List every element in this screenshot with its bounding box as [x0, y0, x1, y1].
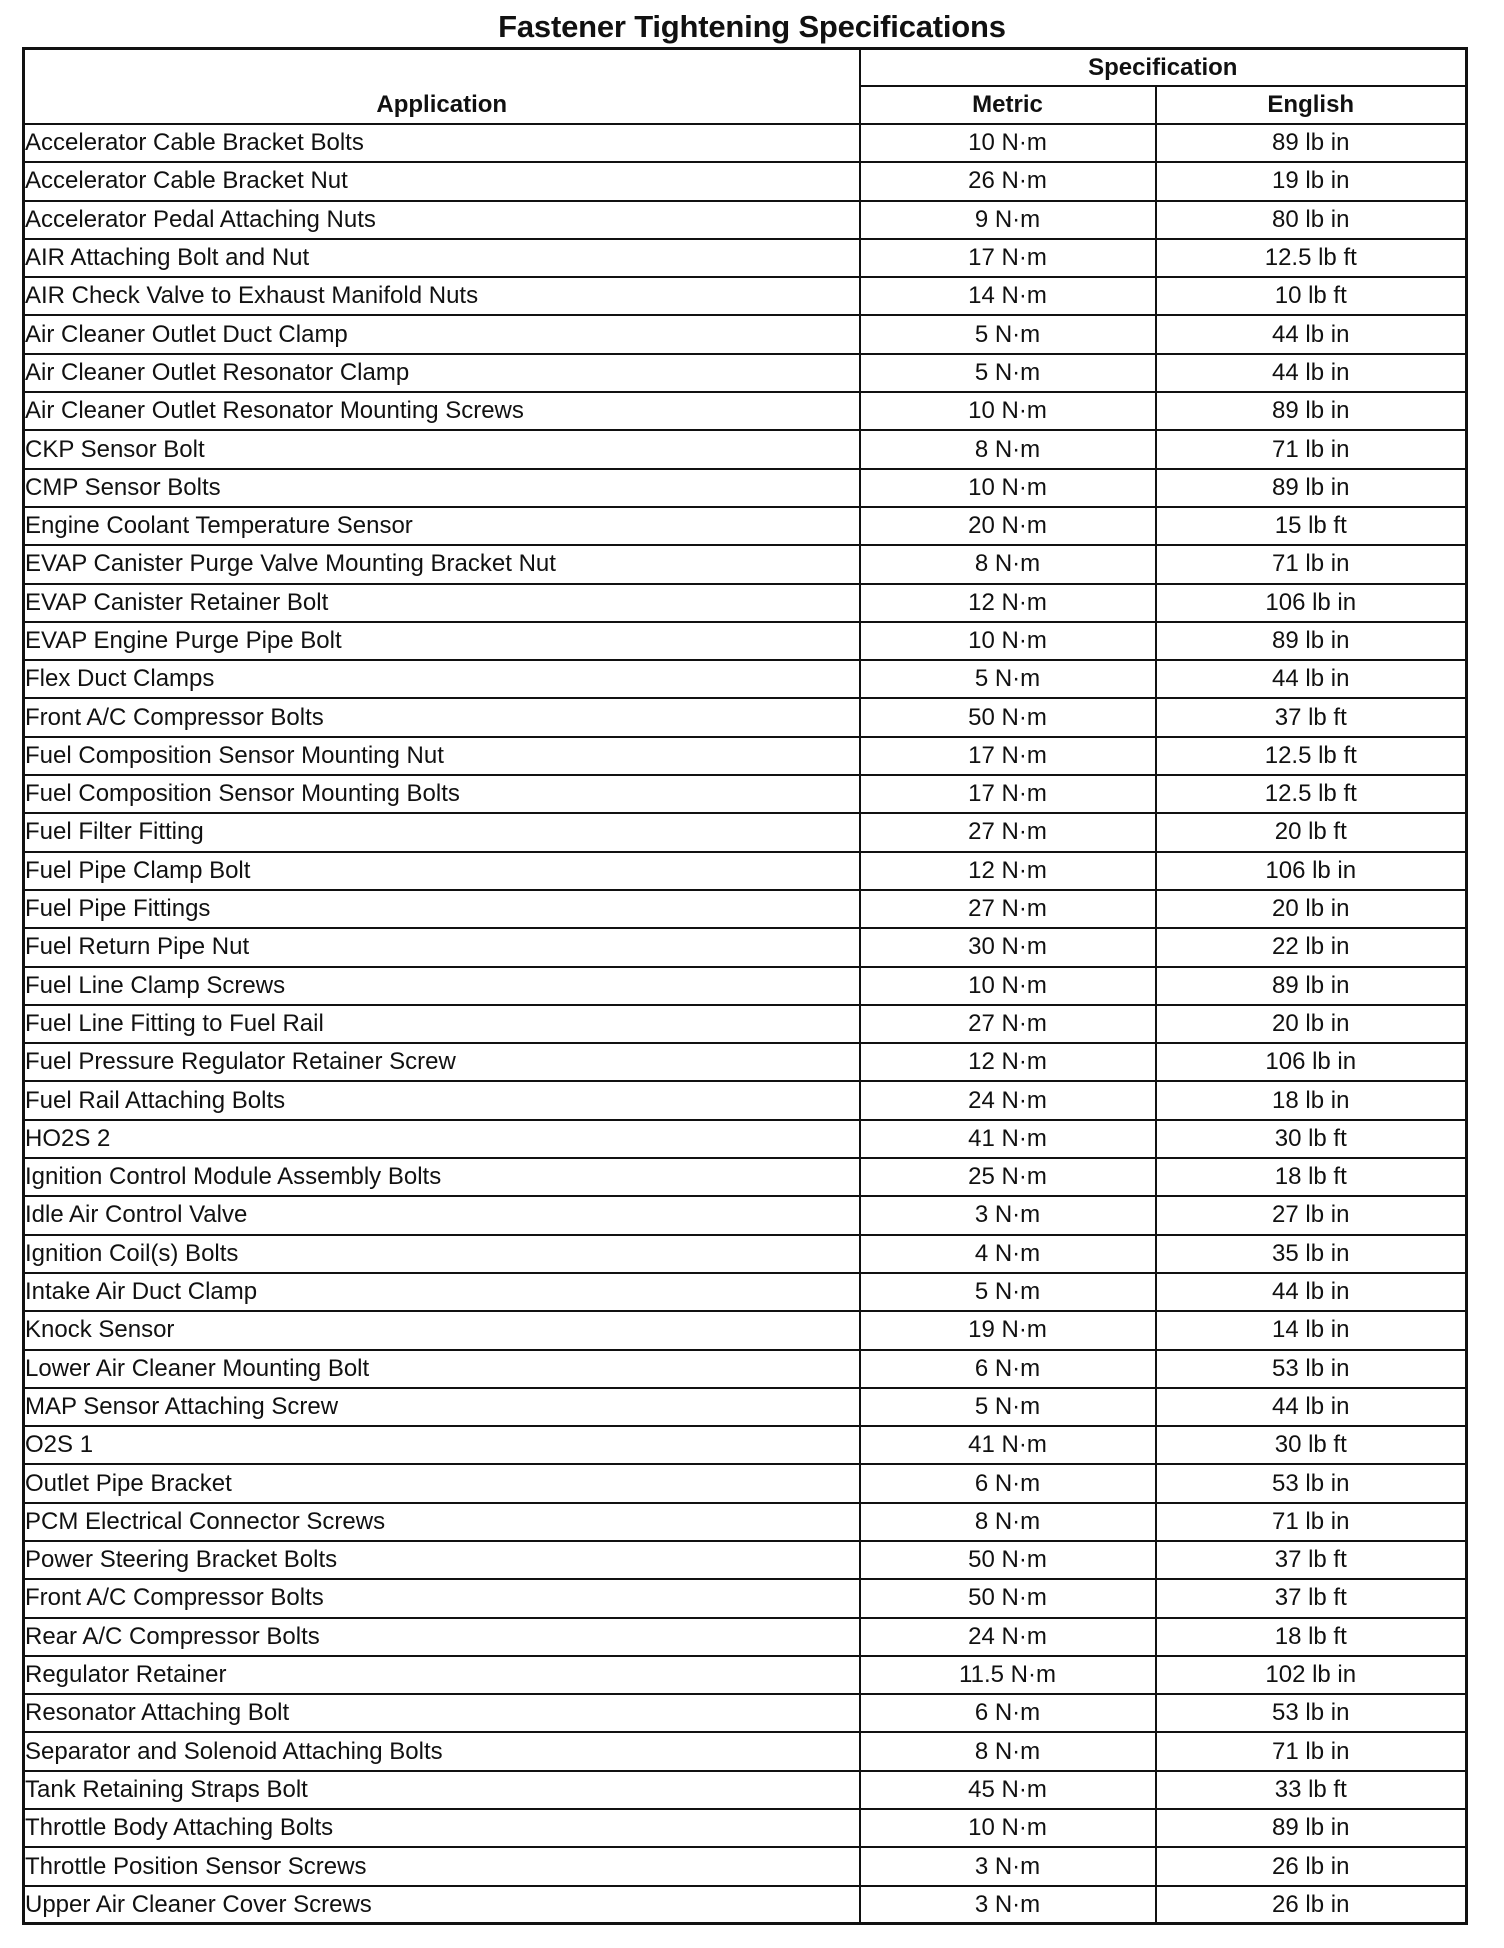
application-cell: Knock Sensor: [24, 1311, 860, 1349]
metric-cell: 10 N·m: [860, 967, 1156, 1005]
fastener-spec-table: [22, 47, 1468, 1925]
english-cell: 18 lb ft: [1156, 1618, 1467, 1656]
table-row: [24, 622, 1467, 660]
english-cell: 89 lb in: [1156, 967, 1467, 1005]
table-row: [24, 737, 1467, 775]
english-cell: 37 lb ft: [1156, 1579, 1467, 1617]
english-cell: 19 lb in: [1156, 162, 1467, 200]
table-row: [24, 1541, 1467, 1579]
english-cell: 89 lb in: [1156, 469, 1467, 507]
application-cell: Flex Duct Clamps: [24, 660, 860, 698]
application-header: Application: [24, 49, 860, 125]
metric-cell: 25 N·m: [860, 1158, 1156, 1196]
metric-cell: 10 N·m: [860, 469, 1156, 507]
english-cell: 102 lb in: [1156, 1656, 1467, 1694]
table-row: [24, 1158, 1467, 1196]
table-row: [24, 1350, 1467, 1388]
table-row: [24, 1081, 1467, 1119]
metric-cell: 3 N·m: [860, 1886, 1156, 1924]
metric-cell: 4 N·m: [860, 1235, 1156, 1273]
metric-cell: 10 N·m: [860, 622, 1156, 660]
table-row: [24, 1311, 1467, 1349]
english-cell: 12.5 lb ft: [1156, 239, 1467, 277]
application-cell: Accelerator Cable Bracket Nut: [24, 162, 860, 200]
application-cell: Tank Retaining Straps Bolt: [24, 1771, 860, 1809]
application-cell: Idle Air Control Valve: [24, 1196, 860, 1234]
table-row: [24, 1886, 1467, 1924]
metric-cell: 14 N·m: [860, 277, 1156, 315]
application-cell: Fuel Filter Fitting: [24, 813, 860, 851]
table-row: [24, 1847, 1467, 1885]
table-row: [24, 124, 1467, 162]
application-cell: O2S 1: [24, 1426, 860, 1464]
metric-cell: 10 N·m: [860, 1809, 1156, 1847]
table-row: [24, 507, 1467, 545]
english-cell: 71 lb in: [1156, 1732, 1467, 1770]
english-cell: 89 lb in: [1156, 392, 1467, 430]
english-cell: 106 lb in: [1156, 584, 1467, 622]
table-row: [24, 1196, 1467, 1234]
application-cell: Fuel Line Clamp Screws: [24, 967, 860, 1005]
metric-cell: 17 N·m: [860, 737, 1156, 775]
application-cell: Fuel Composition Sensor Mounting Nut: [24, 737, 860, 775]
table-row: [24, 1809, 1467, 1847]
table-row: [24, 890, 1467, 928]
application-cell: MAP Sensor Attaching Screw: [24, 1388, 860, 1426]
english-cell: 12.5 lb ft: [1156, 737, 1467, 775]
metric-cell: 8 N·m: [860, 1503, 1156, 1541]
metric-cell: 26 N·m: [860, 162, 1156, 200]
application-cell: CMP Sensor Bolts: [24, 469, 860, 507]
table-row: [24, 1235, 1467, 1273]
english-cell: 89 lb in: [1156, 1809, 1467, 1847]
english-cell: 53 lb in: [1156, 1350, 1467, 1388]
application-cell: Accelerator Pedal Attaching Nuts: [24, 201, 860, 239]
metric-cell: 6 N·m: [860, 1350, 1156, 1388]
metric-cell: 5 N·m: [860, 354, 1156, 392]
english-cell: 30 lb ft: [1156, 1426, 1467, 1464]
metric-cell: 30 N·m: [860, 928, 1156, 966]
table-row: [24, 354, 1467, 392]
page-title: Fastener Tightening Specifications: [498, 9, 1006, 44]
english-cell: 44 lb in: [1156, 660, 1467, 698]
metric-cell: 3 N·m: [860, 1196, 1156, 1234]
application-cell: Upper Air Cleaner Cover Screws: [24, 1886, 860, 1924]
metric-cell: 11.5 N·m: [860, 1656, 1156, 1694]
metric-cell: 27 N·m: [860, 1005, 1156, 1043]
english-cell: 33 lb ft: [1156, 1771, 1467, 1809]
table-row: [24, 1043, 1467, 1081]
application-cell: Air Cleaner Outlet Resonator Mounting Screws: [24, 392, 860, 430]
application-cell: Regulator Retainer: [24, 1656, 860, 1694]
table-row: [24, 162, 1467, 200]
table-row: [24, 775, 1467, 813]
application-cell: Rear A/C Compressor Bolts: [24, 1618, 860, 1656]
english-cell: 89 lb in: [1156, 622, 1467, 660]
application-cell: EVAP Canister Retainer Bolt: [24, 584, 860, 622]
application-cell: EVAP Canister Purge Valve Mounting Bracket Nut: [24, 545, 860, 583]
table-row: [24, 1464, 1467, 1502]
english-cell: 26 lb in: [1156, 1847, 1467, 1885]
table-row: [24, 315, 1467, 353]
table-row: [24, 201, 1467, 239]
table-row: [24, 1503, 1467, 1541]
table-row: [24, 545, 1467, 583]
table-row: [24, 852, 1467, 890]
application-cell: Front A/C Compressor Bolts: [24, 1579, 860, 1617]
application-cell: Fuel Line Fitting to Fuel Rail: [24, 1005, 860, 1043]
table-row: [24, 1694, 1467, 1732]
table-row: [24, 1771, 1467, 1809]
application-cell: AIR Check Valve to Exhaust Manifold Nuts: [24, 277, 860, 315]
metric-cell: 5 N·m: [860, 660, 1156, 698]
application-cell: Air Cleaner Outlet Duct Clamp: [24, 315, 860, 353]
application-cell: Outlet Pipe Bracket: [24, 1464, 860, 1502]
table-row: [24, 660, 1467, 698]
english-cell: 26 lb in: [1156, 1886, 1467, 1924]
table-row: [24, 1579, 1467, 1617]
table-row: [24, 1426, 1467, 1464]
english-cell: 37 lb ft: [1156, 1541, 1467, 1579]
metric-cell: 27 N·m: [860, 890, 1156, 928]
application-cell: Engine Coolant Temperature Sensor: [24, 507, 860, 545]
application-cell: Separator and Solenoid Attaching Bolts: [24, 1732, 860, 1770]
application-cell: Ignition Coil(s) Bolts: [24, 1235, 860, 1273]
application-cell: CKP Sensor Bolt: [24, 430, 860, 468]
english-cell: 53 lb in: [1156, 1464, 1467, 1502]
english-cell: 18 lb in: [1156, 1081, 1467, 1119]
english-cell: 30 lb ft: [1156, 1120, 1467, 1158]
metric-cell: 5 N·m: [860, 1388, 1156, 1426]
metric-cell: 10 N·m: [860, 392, 1156, 430]
application-cell: Front A/C Compressor Bolts: [24, 698, 860, 736]
table-row: [24, 430, 1467, 468]
table-body: [24, 124, 1467, 1924]
metric-cell: 5 N·m: [860, 315, 1156, 353]
english-cell: 106 lb in: [1156, 852, 1467, 890]
table-row: [24, 1656, 1467, 1694]
application-cell: Resonator Attaching Bolt: [24, 1694, 860, 1732]
english-cell: 35 lb in: [1156, 1235, 1467, 1273]
metric-cell: 41 N·m: [860, 1120, 1156, 1158]
table-row: [24, 1005, 1467, 1043]
metric-cell: 19 N·m: [860, 1311, 1156, 1349]
metric-cell: 6 N·m: [860, 1464, 1156, 1502]
application-cell: Fuel Rail Attaching Bolts: [24, 1081, 860, 1119]
english-cell: 106 lb in: [1156, 1043, 1467, 1081]
metric-cell: 8 N·m: [860, 1732, 1156, 1770]
metric-cell: 12 N·m: [860, 852, 1156, 890]
metric-cell: 12 N·m: [860, 584, 1156, 622]
english-cell: 12.5 lb ft: [1156, 775, 1467, 813]
metric-cell: 20 N·m: [860, 507, 1156, 545]
metric-cell: 50 N·m: [860, 698, 1156, 736]
metric-cell: 8 N·m: [860, 545, 1156, 583]
english-cell: 71 lb in: [1156, 1503, 1467, 1541]
metric-cell: 24 N·m: [860, 1618, 1156, 1656]
application-cell: Air Cleaner Outlet Resonator Clamp: [24, 354, 860, 392]
english-cell: 27 lb in: [1156, 1196, 1467, 1234]
table-row: [24, 813, 1467, 851]
english-cell: 71 lb in: [1156, 430, 1467, 468]
english-cell: 20 lb in: [1156, 1005, 1467, 1043]
metric-header: Metric: [860, 86, 1156, 124]
english-cell: 71 lb in: [1156, 545, 1467, 583]
application-cell: Fuel Pipe Clamp Bolt: [24, 852, 860, 890]
application-cell: Power Steering Bracket Bolts: [24, 1541, 860, 1579]
metric-cell: 10 N·m: [860, 124, 1156, 162]
application-cell: Intake Air Duct Clamp: [24, 1273, 860, 1311]
english-cell: 53 lb in: [1156, 1694, 1467, 1732]
metric-cell: 50 N·m: [860, 1541, 1156, 1579]
english-header: English: [1156, 86, 1467, 124]
table-row: [24, 698, 1467, 736]
application-cell: Fuel Composition Sensor Mounting Bolts: [24, 775, 860, 813]
application-cell: Lower Air Cleaner Mounting Bolt: [24, 1350, 860, 1388]
metric-cell: 45 N·m: [860, 1771, 1156, 1809]
application-cell: AIR Attaching Bolt and Nut: [24, 239, 860, 277]
application-cell: Fuel Return Pipe Nut: [24, 928, 860, 966]
metric-cell: 24 N·m: [860, 1081, 1156, 1119]
english-cell: 80 lb in: [1156, 201, 1467, 239]
application-cell: EVAP Engine Purge Pipe Bolt: [24, 622, 860, 660]
metric-cell: 8 N·m: [860, 430, 1156, 468]
application-cell: Accelerator Cable Bracket Bolts: [24, 124, 860, 162]
table-row: [24, 239, 1467, 277]
english-cell: 44 lb in: [1156, 1273, 1467, 1311]
english-cell: 20 lb ft: [1156, 813, 1467, 851]
english-cell: 37 lb ft: [1156, 698, 1467, 736]
table-row: [24, 1273, 1467, 1311]
table-row: [24, 1618, 1467, 1656]
english-cell: 44 lb in: [1156, 315, 1467, 353]
metric-cell: 12 N·m: [860, 1043, 1156, 1081]
metric-cell: 5 N·m: [860, 1273, 1156, 1311]
english-cell: 10 lb ft: [1156, 277, 1467, 315]
metric-cell: 50 N·m: [860, 1579, 1156, 1617]
application-cell: PCM Electrical Connector Screws: [24, 1503, 860, 1541]
application-cell: Throttle Body Attaching Bolts: [24, 1809, 860, 1847]
application-cell: HO2S 2: [24, 1120, 860, 1158]
english-cell: 15 lb ft: [1156, 507, 1467, 545]
table-row: [24, 967, 1467, 1005]
metric-cell: 9 N·m: [860, 201, 1156, 239]
english-cell: 18 lb ft: [1156, 1158, 1467, 1196]
specification-header: Specification: [860, 49, 1467, 87]
english-cell: 89 lb in: [1156, 124, 1467, 162]
metric-cell: 17 N·m: [860, 239, 1156, 277]
table-row: [24, 277, 1467, 315]
table-row: [24, 1732, 1467, 1770]
metric-cell: 27 N·m: [860, 813, 1156, 851]
application-cell: Ignition Control Module Assembly Bolts: [24, 1158, 860, 1196]
metric-cell: 6 N·m: [860, 1694, 1156, 1732]
metric-cell: 3 N·m: [860, 1847, 1156, 1885]
english-cell: 44 lb in: [1156, 1388, 1467, 1426]
table-row: [24, 392, 1467, 430]
table-row: [24, 1388, 1467, 1426]
metric-cell: 41 N·m: [860, 1426, 1156, 1464]
english-cell: 22 lb in: [1156, 928, 1467, 966]
table-row: [24, 928, 1467, 966]
table-row: [24, 469, 1467, 507]
english-cell: 20 lb in: [1156, 890, 1467, 928]
english-cell: 44 lb in: [1156, 354, 1467, 392]
application-cell: Fuel Pressure Regulator Retainer Screw: [24, 1043, 860, 1081]
table-row: [24, 1120, 1467, 1158]
table-row: [24, 584, 1467, 622]
application-cell: Throttle Position Sensor Screws: [24, 1847, 860, 1885]
english-cell: 14 lb in: [1156, 1311, 1467, 1349]
application-cell: Fuel Pipe Fittings: [24, 890, 860, 928]
metric-cell: 17 N·m: [860, 775, 1156, 813]
